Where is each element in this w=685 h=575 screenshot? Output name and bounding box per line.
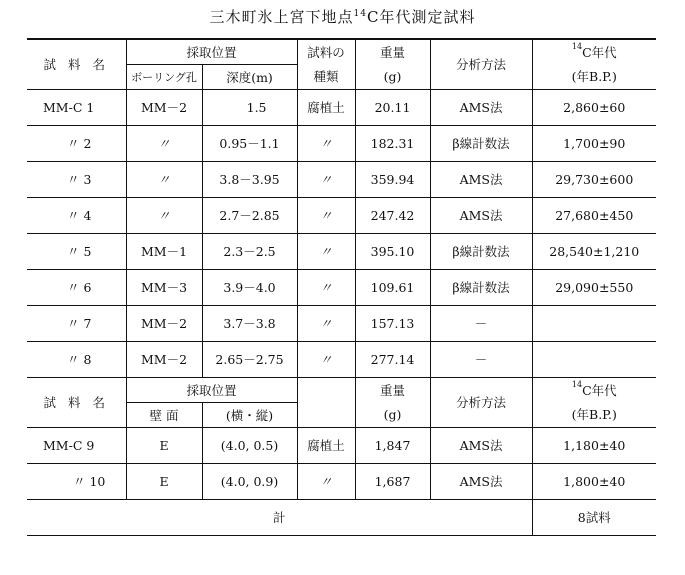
depth: 2.65－2.75 — [202, 341, 297, 377]
coord: (4.0, 0.9) — [202, 463, 297, 499]
table-row — [27, 89, 656, 125]
kind: 〃 — [297, 233, 355, 269]
method: β線計数法 — [430, 269, 532, 305]
header1-method: 分析方法 — [430, 39, 532, 89]
footer-row — [27, 499, 656, 535]
header2-row-top — [27, 377, 656, 402]
weight: 20.11 — [355, 89, 430, 125]
header2-location: 採取位置 — [126, 377, 297, 402]
table-row — [27, 269, 656, 305]
weight: 1,847 — [355, 427, 430, 463]
header1-age-b: (年B.P.) — [532, 64, 656, 89]
wall: E — [126, 463, 202, 499]
table-row — [27, 197, 656, 233]
depth: 3.7－3.8 — [202, 305, 297, 341]
borehole: MM－1 — [126, 233, 202, 269]
coord: (4.0, 0.5) — [202, 427, 297, 463]
sample-name: 〃 3 — [27, 161, 126, 197]
weight: 1,687 — [355, 463, 430, 499]
kind: 〃 — [297, 125, 355, 161]
age: 29,090±550 — [532, 269, 656, 305]
table-row — [27, 125, 656, 161]
table-row — [27, 233, 656, 269]
header1-borehole: ボーリング孔 — [126, 64, 202, 89]
total-label: 計 — [27, 499, 532, 535]
header1-depth: 深度(m) — [202, 64, 297, 89]
sample-name: 〃 7 — [27, 305, 126, 341]
header2-coord: (横・縦) — [202, 402, 297, 427]
header2-wall: 壁 面 — [126, 402, 202, 427]
depth: 3.9－4.0 — [202, 269, 297, 305]
kind: 〃 — [297, 341, 355, 377]
sample-name: 〃 10 — [27, 463, 126, 499]
age: 1,700±90 — [532, 125, 656, 161]
header1-age: $^{14}$C年代 — [532, 39, 656, 64]
table-row — [27, 305, 656, 341]
header1-weight-a: 重量 — [355, 39, 430, 64]
header2-weight-a: 重量 — [355, 377, 430, 402]
weight: 359.94 — [355, 161, 430, 197]
sample-name: 〃 5 — [27, 233, 126, 269]
title-tail: C年代測定試料 — [366, 8, 476, 26]
header2-weight-b: (g) — [355, 402, 430, 427]
depth: 1.5 — [202, 89, 297, 125]
age: 1,800±40 — [532, 463, 656, 499]
kind: 〃 — [297, 305, 355, 341]
header1-row-top — [27, 39, 656, 64]
borehole: MM－2 — [126, 89, 202, 125]
total-value: 8試料 — [532, 499, 656, 535]
kind: 腐植土 — [297, 427, 355, 463]
age: 29,730±600 — [532, 161, 656, 197]
sample-name: 〃 2 — [27, 125, 126, 161]
title-main: 三木町氷上宮下地点 — [209, 8, 354, 26]
table-row — [27, 463, 656, 499]
kind: 〃 — [297, 463, 355, 499]
sample-name: MM-C 1 — [27, 89, 126, 125]
borehole: MM－2 — [126, 305, 202, 341]
kind: 〃 — [297, 161, 355, 197]
depth: 3.8－3.95 — [202, 161, 297, 197]
table-row — [27, 161, 656, 197]
weight: 157.13 — [355, 305, 430, 341]
header1-kind-b: 種類 — [297, 64, 355, 89]
weight: 395.10 — [355, 233, 430, 269]
sample-name: 〃 6 — [27, 269, 126, 305]
depth: 0.95－1.1 — [202, 125, 297, 161]
weight: 277.14 — [355, 341, 430, 377]
method: AMS法 — [430, 161, 532, 197]
method: AMS法 — [430, 197, 532, 233]
radiocarbon-sample-table — [27, 38, 656, 536]
table-title — [0, 6, 685, 27]
method: β線計数法 — [430, 125, 532, 161]
depth: 2.7－2.85 — [202, 197, 297, 233]
method: AMS法 — [430, 427, 532, 463]
header1-location: 採取位置 — [126, 39, 297, 64]
borehole: MM－3 — [126, 269, 202, 305]
header2-age: $^{14}$C年代 — [532, 377, 656, 402]
sample-name: 〃 4 — [27, 197, 126, 233]
title-sup: 14 — [353, 9, 367, 19]
borehole: 〃 — [126, 161, 202, 197]
depth: 2.3－2.5 — [202, 233, 297, 269]
borehole: 〃 — [126, 197, 202, 233]
header2-age-b: (年B.P.) — [532, 402, 656, 427]
header1-sample: 試 料 名 — [27, 39, 126, 89]
table-row — [27, 427, 656, 463]
wall: E — [126, 427, 202, 463]
borehole: MM－2 — [126, 341, 202, 377]
header2-kind-blank — [297, 377, 355, 427]
age: 2,860±60 — [532, 89, 656, 125]
kind: 〃 — [297, 197, 355, 233]
weight: 109.61 — [355, 269, 430, 305]
method: － — [430, 341, 532, 377]
age: 27,680±450 — [532, 197, 656, 233]
weight: 182.31 — [355, 125, 430, 161]
weight: 247.42 — [355, 197, 430, 233]
header1-weight-b: (g) — [355, 64, 430, 89]
header2-sample: 試 料 名 — [27, 377, 126, 427]
age — [532, 341, 656, 377]
method: AMS法 — [430, 89, 532, 125]
header2-method: 分析方法 — [430, 377, 532, 427]
method: － — [430, 305, 532, 341]
sample-name: MM-C 9 — [27, 427, 126, 463]
age — [532, 305, 656, 341]
method: β線計数法 — [430, 233, 532, 269]
sample-name: 〃 8 — [27, 341, 126, 377]
borehole: 〃 — [126, 125, 202, 161]
table-row — [27, 341, 656, 377]
header1-kind-a: 試料の — [297, 39, 355, 64]
age: 1,180±40 — [532, 427, 656, 463]
kind: 〃 — [297, 269, 355, 305]
method: AMS法 — [430, 463, 532, 499]
age: 28,540±1,210 — [532, 233, 656, 269]
kind: 腐植土 — [297, 89, 355, 125]
